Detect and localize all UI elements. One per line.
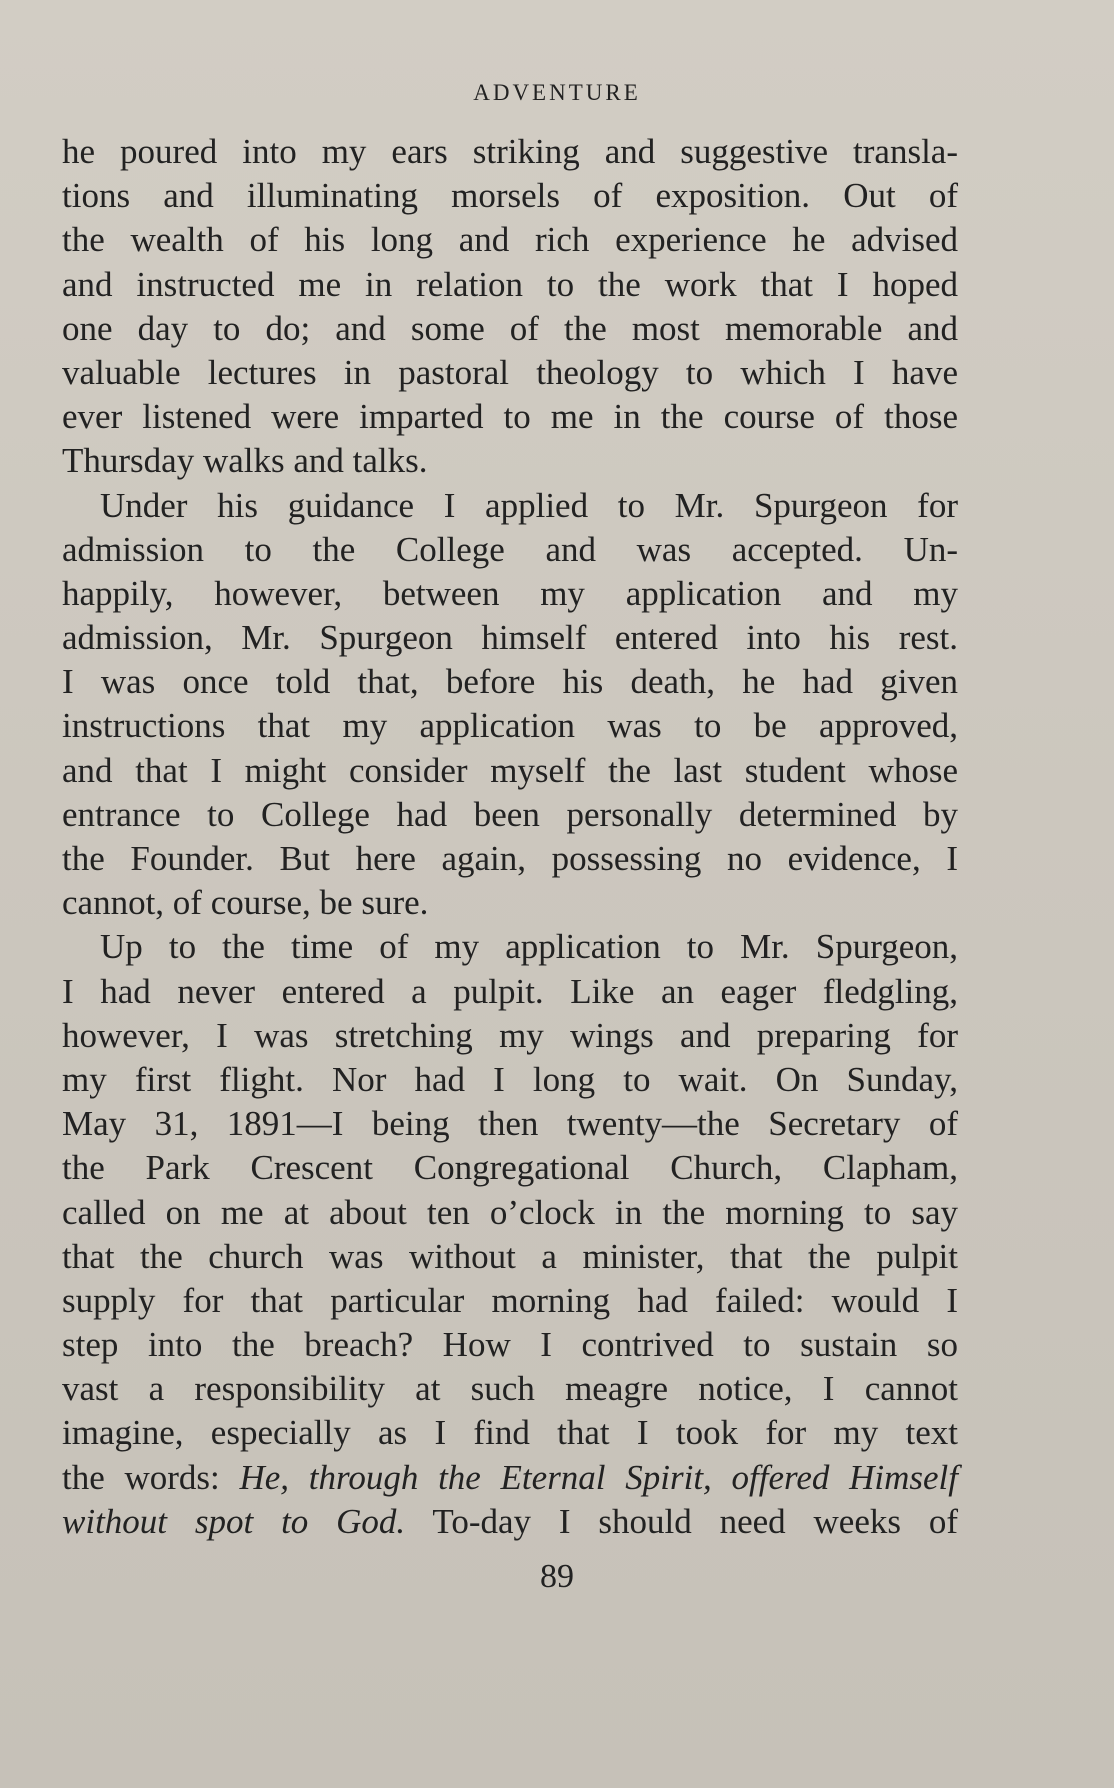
paragraph-start-line: Up to the time of my application to Mr. Spurgeon, — [100, 927, 958, 967]
running-head: ADVENTURE — [473, 80, 641, 105]
text-line: imagine, especially as I find that I took for my text — [62, 1413, 958, 1453]
text-line: called on me at about ten o’clock in the morning to say — [62, 1192, 958, 1232]
text-line: my first flight. Nor had I long to wait. On Sunday, — [62, 1059, 958, 1099]
text-line: however, I was stretching my wings and preparing for — [62, 1015, 958, 1055]
text-line: happily, however, between my application and my — [62, 573, 958, 613]
text-line: valuable lectures in pastoral theology to which I have — [62, 352, 958, 392]
text-line: he poured into my ears striking and suggestive transla- — [62, 132, 958, 171]
text-roman-segment: the words: — [62, 1457, 220, 1497]
text-line-with-italic — [62, 1456, 958, 1500]
text-line: one day to do; and some of the most memorable and — [62, 308, 958, 348]
scripture-quote-end: without spot to God. — [62, 1501, 406, 1541]
text-line: the Park Crescent Congregational Church, Clapham, — [62, 1148, 958, 1188]
text-line: I was once told that, before his death, he had given — [62, 662, 958, 702]
text-line: tions and illuminating morsels of exposition. Out of — [62, 176, 958, 216]
text-line: Thursday walks and talks. — [62, 441, 428, 481]
text-line: admission, Mr. Spurgeon himself entered into his rest. — [62, 618, 958, 658]
text-line: ever listened were imparted to me in the course of those — [62, 397, 958, 437]
text-roman-segment: To-day I should need weeks of — [432, 1501, 958, 1541]
text-line: instructions that my application was to be approved, — [62, 706, 958, 746]
text-line: and instructed me in relation to the work that I hoped — [62, 264, 958, 304]
text-line: cannot, of course, be sure. — [62, 883, 429, 923]
text-line: vast a responsibility at such meagre notice, I cannot — [62, 1369, 958, 1409]
text-line: and that I might consider myself the last student whose — [62, 750, 958, 790]
page-number: 89 — [540, 1558, 574, 1595]
text-line: admission to the College and was accepted. Un- — [62, 529, 958, 569]
text-line: I had never entered a pulpit. Like an eager fledgling, — [62, 971, 958, 1011]
text-line: May 31, 1891—I being then twenty—the Secretary of — [62, 1104, 958, 1144]
paragraph-start-line: Under his guidance I applied to Mr. Spurgeon for — [100, 485, 958, 525]
text-line: the Founder. But here again, possessing no evidence, I — [62, 839, 958, 878]
text-line: step into the breach? How I contrived to sustain so — [62, 1325, 958, 1365]
text-line: that the church was without a minister, that the pulpit — [62, 1236, 958, 1276]
body-text — [62, 130, 958, 1544]
scripture-quote: He, through the Eternal Spirit, offered Himself — [239, 1457, 958, 1497]
text-line: the wealth of his long and rich experience he advised — [62, 220, 958, 260]
text-line: supply for that particular morning had failed: would I — [62, 1280, 958, 1320]
text-line: entrance to College had been personally determined by — [62, 794, 958, 834]
text-line-with-italic — [62, 1500, 958, 1544]
